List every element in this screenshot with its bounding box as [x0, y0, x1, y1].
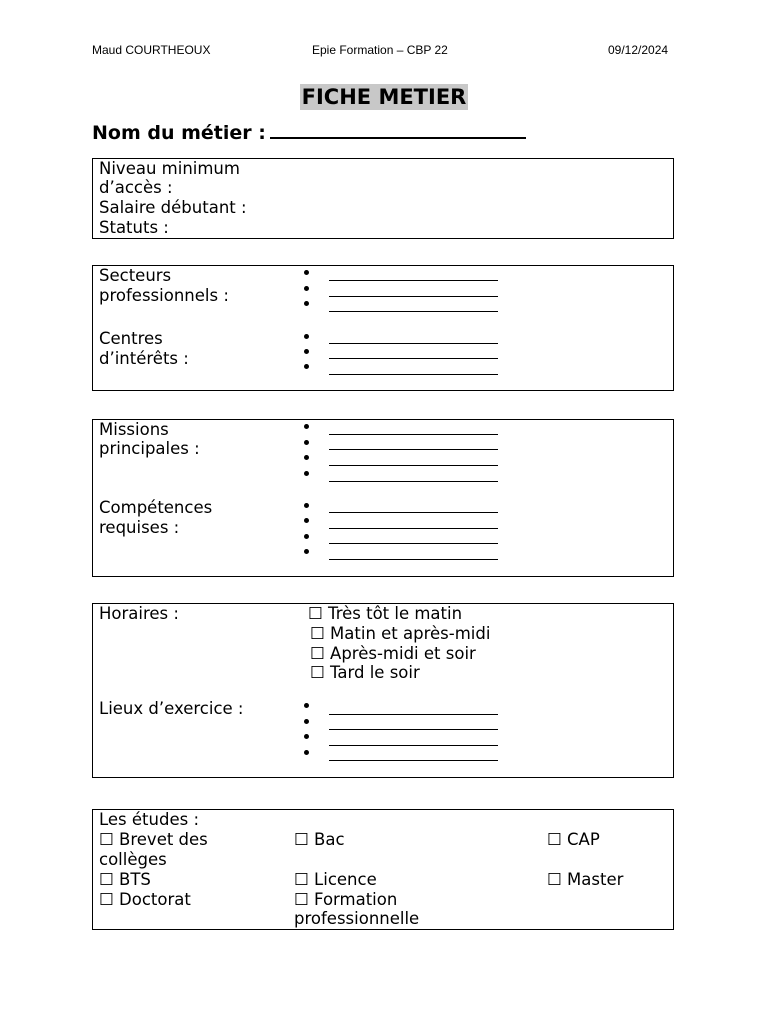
bullet-icon [304, 734, 309, 739]
section-access-salary [92, 158, 674, 239]
lieu-blank-line[interactable] [329, 714, 498, 715]
secteur-blank-line[interactable] [329, 296, 498, 297]
option-licence[interactable]: ☐ Licence [294, 870, 377, 889]
bullet-icon [304, 534, 309, 539]
missions-label-line1: Missions [99, 420, 169, 439]
bullet-icon [304, 503, 309, 508]
bullet-icon [304, 349, 309, 354]
mission-blank-line[interactable] [329, 434, 498, 435]
header-date: 09/12/2024 [608, 43, 669, 57]
centre-blank-line[interactable] [329, 374, 498, 375]
bullet-icon [304, 286, 309, 291]
horaire-option-early-morning[interactable]: ☐ Très tôt le matin [308, 604, 463, 623]
mission-blank-line[interactable] [329, 449, 498, 450]
header-organization: Epie Formation – CBP 22 [312, 43, 448, 57]
option-brevet-line1[interactable]: ☐ Brevet des [99, 830, 208, 849]
salaire-label: Salaire débutant : [99, 198, 247, 217]
centres-label-line2: d’intérêts : [99, 349, 189, 368]
bullet-icon [304, 750, 309, 755]
bullet-icon [304, 518, 309, 523]
bullet-icon [304, 334, 309, 339]
title-container [0, 84, 768, 110]
section-missions-skills [92, 419, 674, 577]
option-formation-line2: professionnelle [294, 909, 420, 928]
horaires-label: Horaires : [99, 604, 179, 623]
bullet-icon [304, 270, 309, 275]
bullet-icon [304, 703, 309, 708]
competence-blank-line[interactable] [329, 543, 498, 544]
option-doctorat[interactable]: ☐ Doctorat [99, 890, 191, 909]
lieu-blank-line[interactable] [329, 745, 498, 746]
secteurs-label-line2: professionnels : [99, 286, 229, 305]
horaire-option-morning-afternoon[interactable]: ☐ Matin et après-midi [310, 624, 491, 643]
competence-blank-line[interactable] [329, 559, 498, 560]
secteur-blank-line[interactable] [329, 311, 498, 312]
lieu-blank-line[interactable] [329, 729, 498, 730]
option-bac[interactable]: ☐ Bac [294, 830, 345, 849]
header-author: Maud COURTHEOUX [92, 43, 211, 57]
bullet-icon [304, 301, 309, 306]
competence-blank-line[interactable] [329, 512, 498, 513]
horaire-option-late-evening[interactable]: ☐ Tard le soir [310, 663, 420, 682]
etudes-label: Les études : [99, 810, 199, 829]
option-cap[interactable]: ☐ CAP [547, 830, 600, 849]
section-sectors-interests [92, 265, 674, 391]
niveau-label-line2: d’accès : [99, 178, 173, 197]
mission-blank-line[interactable] [329, 481, 498, 482]
option-master[interactable]: ☐ Master [547, 870, 624, 889]
lieux-label: Lieux d’exercice : [99, 699, 244, 718]
bullet-icon [304, 719, 309, 724]
lieu-blank-line[interactable] [329, 760, 498, 761]
bullet-icon [304, 364, 309, 369]
statuts-label: Statuts : [99, 218, 169, 237]
section-studies [92, 809, 674, 930]
secteurs-label-line1: Secteurs [99, 266, 172, 285]
competence-blank-line[interactable] [329, 528, 498, 529]
secteur-blank-line[interactable] [329, 280, 498, 281]
bullet-icon [304, 549, 309, 554]
option-formation-line1[interactable]: ☐ Formation [294, 890, 398, 909]
page-title: FICHE METIER [301, 85, 467, 109]
centres-label-line1: Centres [99, 329, 163, 348]
centre-blank-line[interactable] [329, 343, 498, 344]
centre-blank-line[interactable] [329, 358, 498, 359]
mission-blank-line[interactable] [329, 465, 498, 466]
job-name-label: Nom du métier : [92, 122, 266, 144]
bullet-icon [304, 455, 309, 460]
option-brevet-line2: collèges [99, 850, 167, 869]
option-bts[interactable]: ☐ BTS [99, 870, 151, 889]
job-name-row [92, 121, 526, 144]
bullet-icon [304, 471, 309, 476]
job-name-blank-line[interactable] [270, 121, 526, 139]
section-schedule-workplace [92, 603, 674, 778]
missions-label-line2: principales : [99, 439, 200, 458]
horaire-option-afternoon-evening[interactable]: ☐ Après-midi et soir [310, 644, 476, 663]
bullet-icon [304, 440, 309, 445]
bullet-icon [304, 424, 309, 429]
competences-label-line1: Compétences [99, 498, 213, 517]
competences-label-line2: requises : [99, 518, 180, 537]
niveau-label-line1: Niveau minimum [99, 159, 240, 178]
